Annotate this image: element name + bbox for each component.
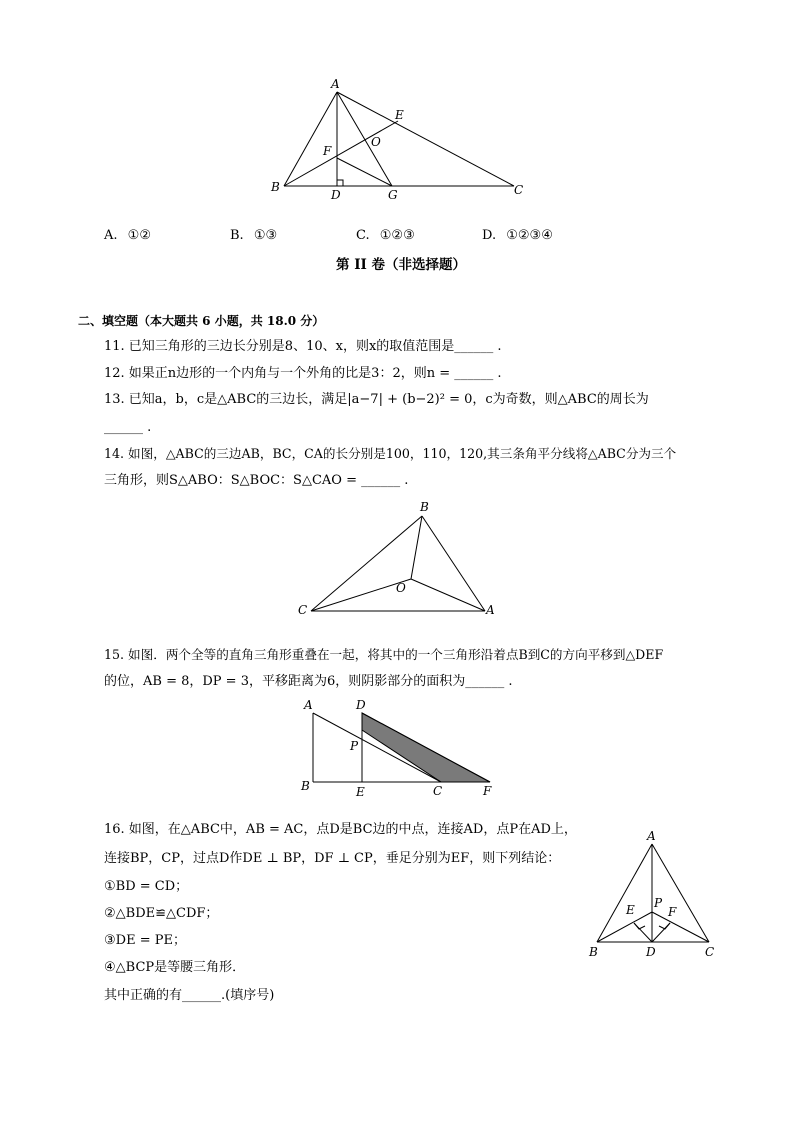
option-c-letter: C. <box>356 228 370 243</box>
option-d-letter: D. <box>482 228 497 243</box>
section-title: 第 II 卷（非选择题） <box>336 257 467 273</box>
fig16-label-F: F <box>668 905 677 919</box>
label-A: A <box>331 77 340 91</box>
section-header: 二、填空题（本大题共 6 小题，共 18.0 分） <box>78 314 325 328</box>
option-a-letter: A. <box>104 228 118 243</box>
fig15-label-A: A <box>304 698 313 712</box>
option-a-value: ①② <box>127 228 151 243</box>
question-12: 12. 如果正n边形的一个内角与一个外角的比是3：2，则n = ______ . <box>104 366 502 381</box>
fig15-label-C: C <box>433 784 443 798</box>
question-13-line1: 13. 已知a，b，c是△ABC的三边长，满足|a−7| + (b−2)² = 0，c为奇数，则△ABC的周长为 <box>104 392 649 407</box>
question-13-line2: ______ . <box>104 420 152 435</box>
question-16-answer-prompt: 其中正确的有______.(填序号) <box>104 988 275 1003</box>
label-O: O <box>371 135 381 149</box>
question-16-conclusion-1: ①BD = CD； <box>104 879 189 894</box>
fig15-label-D: D <box>356 698 366 712</box>
question-11: 11. 已知三角形的三边长分别是8、10、x，则x的取值范围是______ . <box>104 339 502 354</box>
label-D: D <box>331 188 341 202</box>
fig16-label-D: D <box>646 945 656 959</box>
question-16-conclusion-2: ②△BDE≌△CDF； <box>104 906 219 921</box>
fig16-label-A: A <box>647 829 656 843</box>
question-15-line2: 的位，AB = 8，DP = 3，平移距离为6，则阴影部分的面积为______ . <box>104 674 513 689</box>
fig15-label-F: F <box>483 784 492 798</box>
label-B: B <box>271 180 280 194</box>
option-d-value: ①②③④ <box>506 228 553 243</box>
question-16-line1: 16. 如图，在△ABC中，AB = AC，点D是BC边的中点，连接AD，点P在AD上， <box>104 822 577 837</box>
question-16-line2: 连接BP，CP，过点D作DE ⊥ BP，DF ⊥ CP，垂足分别为EF，则下列结论： <box>104 851 561 866</box>
label-C: C <box>514 183 524 197</box>
question-15-line1: 15. 如图．两个全等的直角三角形重叠在一起，将其中的一个三角形沿着点B到C的方向平移到△DEF <box>104 647 664 662</box>
question-16-conclusion-4: ④△BCP是等腰三角形． <box>104 960 246 975</box>
question-16-conclusion-3: ③DE = PE； <box>104 933 186 948</box>
label-F: F <box>323 144 332 158</box>
fig14-label-C: C <box>298 603 308 617</box>
option-c-value: ①②③ <box>379 228 415 243</box>
fig14-label-B: B <box>420 500 429 514</box>
fig15-label-B: B <box>301 779 310 793</box>
fig16-label-E: E <box>626 903 635 917</box>
question-14-line2: 三角形，则S△ABO：S△BOC：S△CAO = ______ . <box>104 473 409 488</box>
fig16-label-P: P <box>654 896 663 910</box>
fig15-label-E: E <box>356 785 365 799</box>
fig14-label-A: A <box>486 603 495 617</box>
question-14-line1: 14. 如图，△ABC的三边AB，BC，CA的长分别是100，110，120,其三条角平分线将△ABC分为三个 <box>104 446 677 461</box>
fig16-label-C: C <box>705 945 715 959</box>
fig14-label-O: O <box>396 581 406 595</box>
option-b-letter: B. <box>230 228 244 243</box>
fig15-label-P: P <box>350 739 359 753</box>
label-G: G <box>388 188 398 202</box>
label-E: E <box>395 108 404 122</box>
option-b-value: ①③ <box>253 228 278 243</box>
fig16-label-B: B <box>589 945 598 959</box>
